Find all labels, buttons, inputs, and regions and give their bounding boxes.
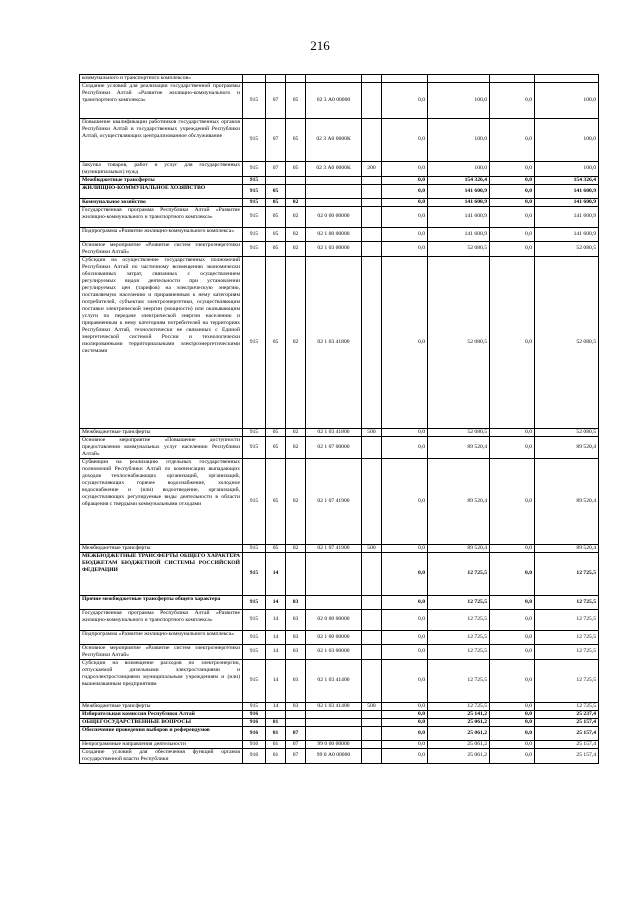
cell-value-3: 0,0	[490, 184, 535, 198]
cell-value-2: 12 725,5	[428, 609, 490, 630]
cell-value-2: 25 061,2	[428, 748, 490, 763]
table-row	[80, 552, 599, 595]
cell-value-3: 0,0	[490, 740, 535, 748]
budget-table	[79, 74, 599, 764]
cell-expense-type-code	[362, 458, 382, 544]
cell-value-3: 0,0	[490, 458, 535, 544]
table-row	[80, 659, 599, 702]
cell-subsection-code: 05	[286, 118, 306, 161]
cell-name: Основное мероприятие «Повышение доступности предоставления коммунальных услуг населению Республики Алтай»	[80, 436, 243, 458]
cell-expense-type-code	[362, 82, 382, 118]
cell-expense-type-code	[362, 241, 382, 256]
cell-name: Обеспечение проведения выборов и референдумов	[80, 726, 243, 740]
table-row	[80, 436, 599, 458]
cell-subsection-code	[286, 710, 306, 718]
cell-value-2	[428, 75, 490, 83]
cell-section-code: 14	[266, 609, 286, 630]
table-row	[80, 198, 599, 206]
cell-value-4: 89 520,4	[535, 544, 599, 552]
cell-value-3: 0,0	[490, 176, 535, 184]
cell-expense-type-code	[362, 176, 382, 184]
cell-value-4	[535, 75, 599, 83]
cell-value-2: 12 725,5	[428, 630, 490, 644]
cell-expense-type-code	[362, 198, 382, 206]
cell-value-2: 25 061,2	[428, 740, 490, 748]
cell-value-3: 0,0	[490, 82, 535, 118]
cell-ministry-code: 915	[243, 184, 266, 198]
cell-value-1: 0,0	[382, 428, 428, 436]
cell-value-2: 141 600,9	[428, 184, 490, 198]
table-row	[80, 227, 599, 241]
cell-value-1: 0,0	[382, 748, 428, 763]
cell-value-1: 0,0	[382, 595, 428, 609]
cell-subsection-code: 03	[286, 609, 306, 630]
cell-target-item-code: 02 3 А0 00000	[306, 82, 362, 118]
cell-ministry-code: 915	[243, 552, 266, 595]
cell-value-3	[490, 75, 535, 83]
cell-section-code: 07	[266, 118, 286, 161]
cell-ministry-code: 916	[243, 718, 266, 726]
cell-target-item-code	[306, 198, 362, 206]
cell-section-code: 05	[266, 227, 286, 241]
cell-value-3: 0,0	[490, 118, 535, 161]
cell-expense-type-code	[362, 256, 382, 428]
cell-value-2: 100,0	[428, 82, 490, 118]
cell-subsection-code: 02	[286, 198, 306, 206]
cell-subsection-code: 02	[286, 436, 306, 458]
cell-section-code: 05	[266, 241, 286, 256]
cell-subsection-code: 02	[286, 256, 306, 428]
cell-expense-type-code	[362, 118, 382, 161]
cell-target-item-code: 02 3 А0 0000К	[306, 118, 362, 161]
cell-subsection-code: 05	[286, 82, 306, 118]
cell-section-code: 05	[266, 184, 286, 198]
cell-section-code: 05	[266, 458, 286, 544]
cell-target-item-code: 02 0 00 00000	[306, 609, 362, 630]
cell-value-1: 0,0	[382, 710, 428, 718]
cell-subsection-code	[286, 718, 306, 726]
cell-subsection-code: 03	[286, 644, 306, 659]
cell-section-code: 14	[266, 595, 286, 609]
table-row	[80, 82, 599, 118]
cell-expense-type-code	[362, 206, 382, 227]
table-row	[80, 75, 599, 83]
cell-value-1: 0,0	[382, 436, 428, 458]
cell-ministry-code: 915	[243, 241, 266, 256]
cell-value-2: 12 725,5	[428, 702, 490, 710]
cell-name: Межбюджетные трансферты	[80, 702, 243, 710]
cell-section-code	[266, 710, 286, 718]
cell-value-1: 0,0	[382, 206, 428, 227]
table-row	[80, 702, 599, 710]
cell-name: Закупка товаров, работ и услуг для государственных (муниципальных) нужд	[80, 161, 243, 176]
cell-expense-type-code	[362, 552, 382, 595]
cell-ministry-code: 915	[243, 227, 266, 241]
cell-value-1: 0,0	[382, 740, 428, 748]
cell-section-code	[266, 75, 286, 83]
cell-value-4: 89 520,4	[535, 458, 599, 544]
cell-value-1: 0,0	[382, 176, 428, 184]
cell-expense-type-code	[362, 748, 382, 763]
cell-ministry-code: 916	[243, 740, 266, 748]
table-row	[80, 184, 599, 198]
cell-value-1: 0,0	[382, 184, 428, 198]
cell-subsection-code: 02	[286, 458, 306, 544]
cell-section-code: 05	[266, 256, 286, 428]
cell-ministry-code: 915	[243, 256, 266, 428]
cell-value-3: 0,0	[490, 609, 535, 630]
cell-value-2: 52 080,5	[428, 256, 490, 428]
cell-target-item-code: 99 0 А0 00000	[306, 748, 362, 763]
cell-subsection-code: 03	[286, 659, 306, 702]
cell-value-1: 0,0	[382, 82, 428, 118]
cell-target-item-code: 02 1 03 41400	[306, 702, 362, 710]
cell-value-2: 141 600,9	[428, 206, 490, 227]
cell-expense-type-code: 200	[362, 161, 382, 176]
table-row	[80, 544, 599, 552]
cell-value-1: 0,0	[382, 659, 428, 702]
cell-section-code: 07	[266, 82, 286, 118]
cell-subsection-code: 03	[286, 702, 306, 710]
cell-subsection-code	[286, 75, 306, 83]
cell-value-3: 0,0	[490, 710, 535, 718]
cell-subsection-code: 02	[286, 544, 306, 552]
cell-name: Основное мероприятие «Развитие систем электроэнергетики Республики Алтай»	[80, 241, 243, 256]
cell-value-2: 141 600,9	[428, 227, 490, 241]
cell-value-4: 154 326,4	[535, 176, 599, 184]
cell-value-1: 0,0	[382, 544, 428, 552]
table-row	[80, 118, 599, 161]
cell-value-3: 0,0	[490, 256, 535, 428]
cell-name: Прочие межбюджетные трансферты общего характера	[80, 595, 243, 609]
cell-value-3: 0,0	[490, 748, 535, 763]
cell-value-2: 89 520,4	[428, 458, 490, 544]
cell-value-3: 0,0	[490, 544, 535, 552]
cell-value-1: 0,0	[382, 458, 428, 544]
cell-target-item-code: 02 1 03 00000	[306, 644, 362, 659]
cell-expense-type-code	[362, 609, 382, 630]
cell-section-code: 05	[266, 436, 286, 458]
cell-value-1: 0,0	[382, 644, 428, 659]
cell-name: Непрограммные направления деятельности	[80, 740, 243, 748]
cell-ministry-code: 915	[243, 82, 266, 118]
cell-ministry-code: 915	[243, 544, 266, 552]
cell-target-item-code: 02 1 00 00000	[306, 227, 362, 241]
cell-value-4: 141 600,9	[535, 184, 599, 198]
cell-value-4: 25 157,4	[535, 740, 599, 748]
cell-ministry-code: 915	[243, 118, 266, 161]
cell-value-1: 0,0	[382, 609, 428, 630]
cell-value-1: 0,0	[382, 702, 428, 710]
cell-value-3: 0,0	[490, 436, 535, 458]
cell-expense-type-code	[362, 436, 382, 458]
cell-value-4: 12 725,5	[535, 630, 599, 644]
cell-value-4: 52 080,5	[535, 241, 599, 256]
cell-target-item-code: 02 1 03 00000	[306, 241, 362, 256]
cell-subsection-code: 07	[286, 740, 306, 748]
cell-target-item-code: 02 3 А0 0000К	[306, 161, 362, 176]
table-row	[80, 176, 599, 184]
cell-name: Создание условий для обеспечения функций органов государственной власти Республики	[80, 748, 243, 763]
cell-name: Основное мероприятие «Развитие систем электроэнергетики Республики Алтай»	[80, 644, 243, 659]
cell-section-code: 01	[266, 748, 286, 763]
table-row	[80, 748, 599, 763]
cell-value-4: 12 725,5	[535, 595, 599, 609]
cell-value-1: 0,0	[382, 198, 428, 206]
cell-target-item-code: 02 1 00 00000	[306, 630, 362, 644]
cell-value-4: 141 600,9	[535, 206, 599, 227]
cell-subsection-code	[286, 176, 306, 184]
cell-value-2: 89 520,4	[428, 544, 490, 552]
cell-name: Субсидии на возмещение расходов по электроэнергии, отпускаемой дизельными электростанциями и гидроэлектростанциями муниципальным учреждениям и (или) вышеназванным предприятиям	[80, 659, 243, 702]
cell-expense-type-code	[362, 726, 382, 740]
cell-section-code: 05	[266, 428, 286, 436]
cell-value-3: 0,0	[490, 702, 535, 710]
cell-name: ЖИЛИЩНО-КОММУНАЛЬНОЕ ХОЗЯЙСТВО	[80, 184, 243, 198]
cell-target-item-code: 02 1 07 00000	[306, 436, 362, 458]
cell-value-2: 12 725,5	[428, 552, 490, 595]
table-row	[80, 726, 599, 740]
cell-value-4: 100,0	[535, 118, 599, 161]
cell-value-1	[382, 75, 428, 83]
cell-ministry-code: 915	[243, 458, 266, 544]
cell-expense-type-code: 500	[362, 544, 382, 552]
table-row	[80, 161, 599, 176]
cell-name: ОБЩЕГОСУДАРСТВЕННЫЕ ВОПРОСЫ	[80, 718, 243, 726]
cell-value-4: 25 157,4	[535, 748, 599, 763]
cell-value-3: 0,0	[490, 241, 535, 256]
cell-ministry-code: 916	[243, 726, 266, 740]
cell-expense-type-code	[362, 630, 382, 644]
cell-section-code: 05	[266, 198, 286, 206]
cell-value-4: 12 725,5	[535, 659, 599, 702]
cell-target-item-code: 99 0 00 00000	[306, 740, 362, 748]
page-number: 216	[310, 38, 330, 53]
cell-value-4: 52 080,5	[535, 256, 599, 428]
cell-target-item-code	[306, 718, 362, 726]
cell-value-1: 0,0	[382, 718, 428, 726]
cell-target-item-code	[306, 726, 362, 740]
cell-value-4: 12 725,5	[535, 644, 599, 659]
cell-ministry-code: 915	[243, 428, 266, 436]
cell-expense-type-code	[362, 710, 382, 718]
cell-value-1: 0,0	[382, 227, 428, 241]
cell-expense-type-code	[362, 740, 382, 748]
cell-value-2: 141 600,9	[428, 198, 490, 206]
cell-value-3: 0,0	[490, 659, 535, 702]
cell-target-item-code: 02 1 03 41800	[306, 256, 362, 428]
table-row	[80, 609, 599, 630]
cell-value-4: 100,0	[535, 82, 599, 118]
cell-value-3: 0,0	[490, 552, 535, 595]
cell-value-2: 12 725,5	[428, 595, 490, 609]
cell-name: Межбюджетные трансферты	[80, 176, 243, 184]
cell-name: Подпрограмма «Развитие жилищно-коммунального комплекса»	[80, 227, 243, 241]
cell-section-code: 14	[266, 644, 286, 659]
cell-subsection-code: 07	[286, 726, 306, 740]
cell-expense-type-code	[362, 718, 382, 726]
cell-value-4: 25 237,4	[535, 710, 599, 718]
table-row	[80, 644, 599, 659]
cell-value-2: 12 725,5	[428, 659, 490, 702]
cell-target-item-code: 02 1 03 41400	[306, 659, 362, 702]
cell-section-code: 01	[266, 726, 286, 740]
cell-value-2: 89 520,4	[428, 436, 490, 458]
cell-value-1: 0,0	[382, 256, 428, 428]
cell-subsection-code: 02	[286, 241, 306, 256]
cell-target-item-code	[306, 595, 362, 609]
table-row	[80, 630, 599, 644]
cell-value-3: 0,0	[490, 227, 535, 241]
cell-section-code: 14	[266, 630, 286, 644]
cell-ministry-code: 915	[243, 206, 266, 227]
cell-subsection-code: 03	[286, 630, 306, 644]
cell-subsection-code: 03	[286, 595, 306, 609]
cell-name: коммунального и транспортного комплексов»	[80, 75, 243, 83]
cell-ministry-code: 915	[243, 161, 266, 176]
cell-section-code	[266, 176, 286, 184]
cell-value-2: 100,0	[428, 118, 490, 161]
cell-value-1: 0,0	[382, 118, 428, 161]
cell-ministry-code: 916	[243, 710, 266, 718]
cell-subsection-code: 05	[286, 161, 306, 176]
cell-target-item-code: 02 1 03 41800	[306, 428, 362, 436]
cell-value-3: 0,0	[490, 726, 535, 740]
cell-subsection-code: 02	[286, 227, 306, 241]
cell-subsection-code: 07	[286, 748, 306, 763]
cell-value-4: 89 520,4	[535, 436, 599, 458]
cell-name: МЕЖБЮДЖЕТНЫЕ ТРАНСФЕРТЫ ОБЩЕГО ХАРАКТЕРА БЮДЖЕТАМ БЮДЖЕТНОЙ СИСТЕМЫ РОССИЙСКОЙ ФЕДЕРАЦИИ	[80, 552, 243, 595]
cell-value-1: 0,0	[382, 161, 428, 176]
cell-name: Повышение квалификации работников государственных органов Республики Алтай и государственных учреждений Республики Алтай, осуществляющих централизованное обслуживание	[80, 118, 243, 161]
cell-name: Избирательная комиссия Республики Алтай	[80, 710, 243, 718]
table-row	[80, 710, 599, 718]
cell-ministry-code: 916	[243, 748, 266, 763]
cell-value-2: 100,0	[428, 161, 490, 176]
cell-ministry-code: 915	[243, 609, 266, 630]
cell-section-code: 01	[266, 718, 286, 726]
cell-value-4: 25 157,4	[535, 718, 599, 726]
cell-value-2: 12 725,5	[428, 644, 490, 659]
cell-value-4: 12 725,5	[535, 552, 599, 595]
cell-target-item-code: 02 1 07 41900	[306, 458, 362, 544]
cell-section-code: 14	[266, 552, 286, 595]
cell-expense-type-code	[362, 644, 382, 659]
cell-value-2: 25 061,2	[428, 718, 490, 726]
cell-value-2: 154 326,4	[428, 176, 490, 184]
table-row	[80, 206, 599, 227]
cell-value-1: 0,0	[382, 630, 428, 644]
cell-value-2: 25 061,2	[428, 726, 490, 740]
cell-target-item-code	[306, 710, 362, 718]
cell-value-1: 0,0	[382, 241, 428, 256]
cell-value-2: 25 141,2	[428, 710, 490, 718]
cell-value-2: 52 080,5	[428, 241, 490, 256]
cell-target-item-code	[306, 75, 362, 83]
cell-ministry-code: 915	[243, 702, 266, 710]
cell-subsection-code: 02	[286, 206, 306, 227]
cell-value-4: 52 080,5	[535, 428, 599, 436]
cell-section-code: 14	[266, 659, 286, 702]
cell-expense-type-code: 500	[362, 702, 382, 710]
cell-expense-type-code	[362, 595, 382, 609]
cell-section-code: 07	[266, 161, 286, 176]
cell-name: Государственная программа Республики Алтай «Развитие жилищно-коммунального и транспортного комплекса»	[80, 609, 243, 630]
cell-subsection-code: 02	[286, 428, 306, 436]
cell-ministry-code: 915	[243, 644, 266, 659]
cell-value-3: 0,0	[490, 718, 535, 726]
cell-value-4: 141 600,9	[535, 198, 599, 206]
cell-value-3: 0,0	[490, 206, 535, 227]
cell-value-3: 0,0	[490, 428, 535, 436]
cell-expense-type-code	[362, 659, 382, 702]
cell-value-4: 12 725,5	[535, 702, 599, 710]
cell-subsection-code	[286, 552, 306, 595]
cell-value-2: 52 080,5	[428, 428, 490, 436]
cell-value-3: 0,0	[490, 595, 535, 609]
cell-section-code: 05	[266, 206, 286, 227]
cell-value-1: 0,0	[382, 726, 428, 740]
cell-subsection-code	[286, 184, 306, 198]
table-row	[80, 718, 599, 726]
cell-value-4: 100,0	[535, 161, 599, 176]
cell-value-1: 0,0	[382, 552, 428, 595]
cell-name: Государственная программа Республики Алтай «Развитие жилищно-коммунального и транспортного комплекса»	[80, 206, 243, 227]
cell-name: Межбюджетные трансферты	[80, 428, 243, 436]
cell-target-item-code: 02 0 00 00000	[306, 206, 362, 227]
table-row	[80, 241, 599, 256]
cell-value-4: 12 725,5	[535, 609, 599, 630]
cell-target-item-code	[306, 176, 362, 184]
cell-target-item-code	[306, 184, 362, 198]
cell-value-4: 141 600,9	[535, 227, 599, 241]
cell-name: Субвенции на реализацию отдельных государственных полномочий Республики Алтай по компенсации выпадающих доходов теплоснабжающих организаций, организаций, осуществляющих горячее водоснабжение, холодное водоснабжение и (или) водоотведение, организаций, осуществляющих регулируемые виды деятельности в области обращения с твердыми коммунальными отходами	[80, 458, 243, 544]
cell-expense-type-code: 500	[362, 428, 382, 436]
cell-value-3: 0,0	[490, 161, 535, 176]
cell-ministry-code: 915	[243, 595, 266, 609]
cell-section-code: 05	[266, 544, 286, 552]
cell-ministry-code: 915	[243, 659, 266, 702]
cell-name: Субсидии на осуществление государственных полномочий Республики Алтай по частичному возмещению экономически обоснованных затрат, связанных с осуществлением регулируемых видов деятельности при установлении регулируемых цен (тарифов) на электрическую энергию, поставляемую населению и приравненным к нему категориям потребителей, субъектам электроэнергетики, осуществляющим поставки электрической энергии (мощности) или оказывающим услуги по передаче электрической энергии населению и приравненным к нему категориям потребителей на территориях Республики Алтай, технологически не связанных с Единой энергетической системой России и технологически изолированными территориальными электроэнергетическими системами	[80, 256, 243, 428]
cell-name: Коммунальное хозяйство	[80, 198, 243, 206]
table-row	[80, 458, 599, 544]
cell-ministry-code: 915	[243, 630, 266, 644]
cell-ministry-code: 915	[243, 176, 266, 184]
table-row	[80, 428, 599, 436]
cell-value-3: 0,0	[490, 198, 535, 206]
cell-ministry-code: 915	[243, 198, 266, 206]
table-row	[80, 256, 599, 428]
cell-ministry-code	[243, 75, 266, 83]
cell-value-3: 0,0	[490, 630, 535, 644]
cell-target-item-code	[306, 552, 362, 595]
cell-ministry-code: 915	[243, 436, 266, 458]
cell-expense-type-code	[362, 227, 382, 241]
cell-name: Создание условий для реализации государственной программы Республики Алтай «Развитие жилищно-коммунального и транспортного комплекса»	[80, 82, 243, 118]
cell-expense-type-code	[362, 184, 382, 198]
table-row	[80, 595, 599, 609]
cell-name: Подпрограмма «Развитие жилищно-коммунального комплекса»	[80, 630, 243, 644]
cell-target-item-code: 02 1 07 41900	[306, 544, 362, 552]
cell-value-4: 25 157,4	[535, 726, 599, 740]
cell-expense-type-code	[362, 75, 382, 83]
table-row	[80, 740, 599, 748]
cell-name: Межбюджетные трансферты	[80, 544, 243, 552]
cell-section-code: 01	[266, 740, 286, 748]
cell-value-3: 0,0	[490, 644, 535, 659]
cell-section-code: 14	[266, 702, 286, 710]
